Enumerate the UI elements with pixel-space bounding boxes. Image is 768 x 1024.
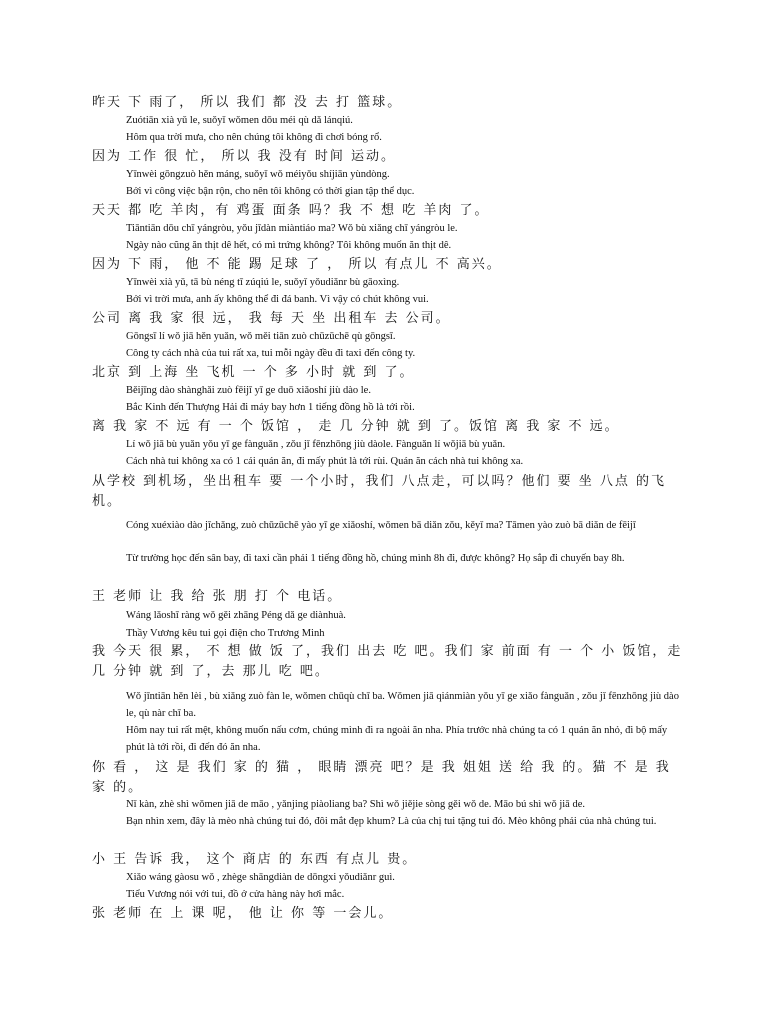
chinese-sentence: 你 看 ， 这 是 我们 家 的 猫 ， 眼睛 漂亮 吧？是 我 姐姐 送 给 我 的。猫 不 是 我 家 的。 [92, 760, 671, 795]
pinyin-line: Cóng xuéxiào dào jīchǎng, zuò chūzūchē yào yī ge xiǎoshí, wǒmen bā diǎn zǒu, kěyǐ ma? Tāmen yào zuò bā diǎn de fēijī [126, 520, 636, 531]
vietnamese-translation: Hôm qua trời mưa, cho nên chúng tôi không đi chơi bóng rổ. [126, 132, 382, 143]
chinese-sentence: 我 今天 很 累， 不 想 做 饭 了，我们 出去 吃 吧。我们 家 前面 有 一 个 小 饭馆，走 几 分钟 就 到 了，去 那儿 吃 吧。 [92, 644, 683, 679]
vietnamese-translation: Tiểu Vương nói với tui, đồ ở cửa hàng này hơi mắc. [126, 889, 345, 900]
pinyin-line: Lí wǒ jiā bù yuǎn yǒu yī ge fànguǎn , zǒu jǐ fēnzhōng jiù dàole. Fànguǎn lí wǒjiā bù yuǎn. [126, 439, 506, 450]
pinyin-line: Zuótiān xià yǔ le, suǒyǐ wǒmen dōu méi qù dǎ lánqiú. [126, 115, 353, 126]
vietnamese-translation: Bởi vì trời mưa, anh ấy không thể đi đá banh. Vì vậy có chút không vui. [126, 294, 429, 305]
vietnamese-translation: Thầy Vương kêu tui gọi điện cho Trương Minh [126, 628, 325, 639]
pinyin-line: Nǐ kàn, zhè shì wǒmen jiā de māo , yǎnjing piàoliang ba? Shì wǒ jiějie sòng gěi wǒ de. Māo bú shì wǒ jiā de. [126, 799, 585, 810]
pinyin-line: Tiāntiān dōu chī yángròu, yǒu jīdàn miàntiáo ma? Wǒ bù xiǎng chī yángròu le. [126, 223, 458, 234]
vietnamese-translation: Bởi vì công việc bận rộn, cho nên tôi không có thời gian tập thể dục. [126, 186, 415, 197]
chinese-sentence: 张 老师 在 上 课 呢， 他 让 你 等 一会儿。 [92, 906, 394, 921]
vietnamese-translation: Bắc Kinh đến Thượng Hải đi máy bay hơn 1 tiếng đồng hồ là tới rồi. [126, 402, 415, 413]
chinese-sentence: 因为 下 雨， 他 不 能 踢 足球 了 ， 所以 有点儿 不 高兴。 [92, 257, 502, 272]
vietnamese-translation: Hôm nay tui rất mệt, không muốn nấu cơm, chúng mình đi ra ngoài ăn nha. Phía trước nhà chúng ta có 1 quán ăn nhỏ, đi bộ mấy phút là tới rồi, đi đến đó ăn nha. [126, 725, 668, 753]
chinese-sentence: 王 老师 让 我 给 张 朋 打 个 电话。 [92, 589, 343, 604]
chinese-sentence: 天天 都 吃 羊肉，有 鸡蛋 面条 吗？我 不 想 吃 羊肉 了。 [92, 203, 490, 218]
chinese-sentence: 北京 到 上海 坐 飞机 一 个 多 小时 就 到 了。 [92, 365, 415, 380]
chinese-sentence: 因为 工作 很 忙， 所以 我 没有 时间 运动。 [92, 149, 397, 164]
pinyin-line: Xiǎo wáng gàosu wǒ , zhège shāngdiàn de dōngxi yǒudiǎnr guì. [126, 872, 395, 883]
pinyin-line: Gōngsī lí wǒ jiā hěn yuǎn, wǒ měi tiān zuò chūzūchē qù gōngsī. [126, 331, 396, 342]
chinese-sentence: 离 我 家 不 远 有 一 个 饭馆 ， 走 几 分钟 就 到 了。饭馆 离 我 家 不 远。 [92, 419, 620, 434]
pinyin-line: Wǒ jīntiān hěn lèi , bù xiǎng zuò fàn le, wǒmen chūqù chī ba. Wǒmen jiā qiánmiàn yǒu yī ge xiǎo fànguǎn , zǒu jǐ fēnzhōng jiù dào le, qù nàr chī ba. [126, 691, 679, 719]
pinyin-line: Běijīng dào shànghǎi zuò fēijī yī ge duō xiǎoshí jiù dào le. [126, 385, 371, 396]
vietnamese-translation: Công ty cách nhà của tui rất xa, tui mỗi ngày đều đi taxi đến công ty. [126, 348, 416, 359]
chinese-sentence: 公司 离 我 家 很 远， 我 每 天 坐 出租车 去 公司。 [92, 311, 451, 326]
vietnamese-translation: Từ trường học đến sân bay, đi taxi cần phải 1 tiếng đồng hồ, chúng mình 8h đi, được không? Họ sắp đi chuyến bay 8h. [126, 553, 625, 564]
vietnamese-translation: Ngày nào cũng ăn thịt dê hết, có mì trứng không? Tôi không muốn ăn thịt dê. [126, 240, 452, 251]
vietnamese-translation: Cách nhà tui không xa có 1 cái quán ăn, đi mấy phút là tới rùi. Quán ăn cách nhà tui không xa. [126, 456, 524, 467]
pinyin-line: Yīnwèi gōngzuò hěn máng, suǒyǐ wǒ méiyǒu shíjiān yùndòng. [126, 169, 390, 180]
chinese-sentence: 昨天 下 雨了， 所以 我们 都 没 去 打 篮球。 [92, 95, 403, 110]
chinese-sentence: 小 王 告诉 我， 这个 商店 的 东西 有点儿 贵。 [92, 852, 418, 867]
pinyin-line: Yīnwèi xià yǔ, tā bù néng tī zúqiú le, suǒyǐ yǒudiǎnr bù gāoxìng. [126, 277, 400, 288]
chinese-sentence: 从学校 到机场，坐出租车 要 一个小时，我们 八点走，可以吗？他们 要 坐 八点 的飞机。 [92, 474, 667, 509]
pinyin-line: Wáng lǎoshī ràng wǒ gěi zhāng Péng dǎ ge diànhuà. [126, 610, 346, 621]
vietnamese-translation: Bạn nhìn xem, đây là mèo nhà chúng tui đó, đôi mắt đẹp khum? Là của chị tui tặng tui đó. Mèo không phải của nhà chúng tui. [126, 816, 657, 827]
